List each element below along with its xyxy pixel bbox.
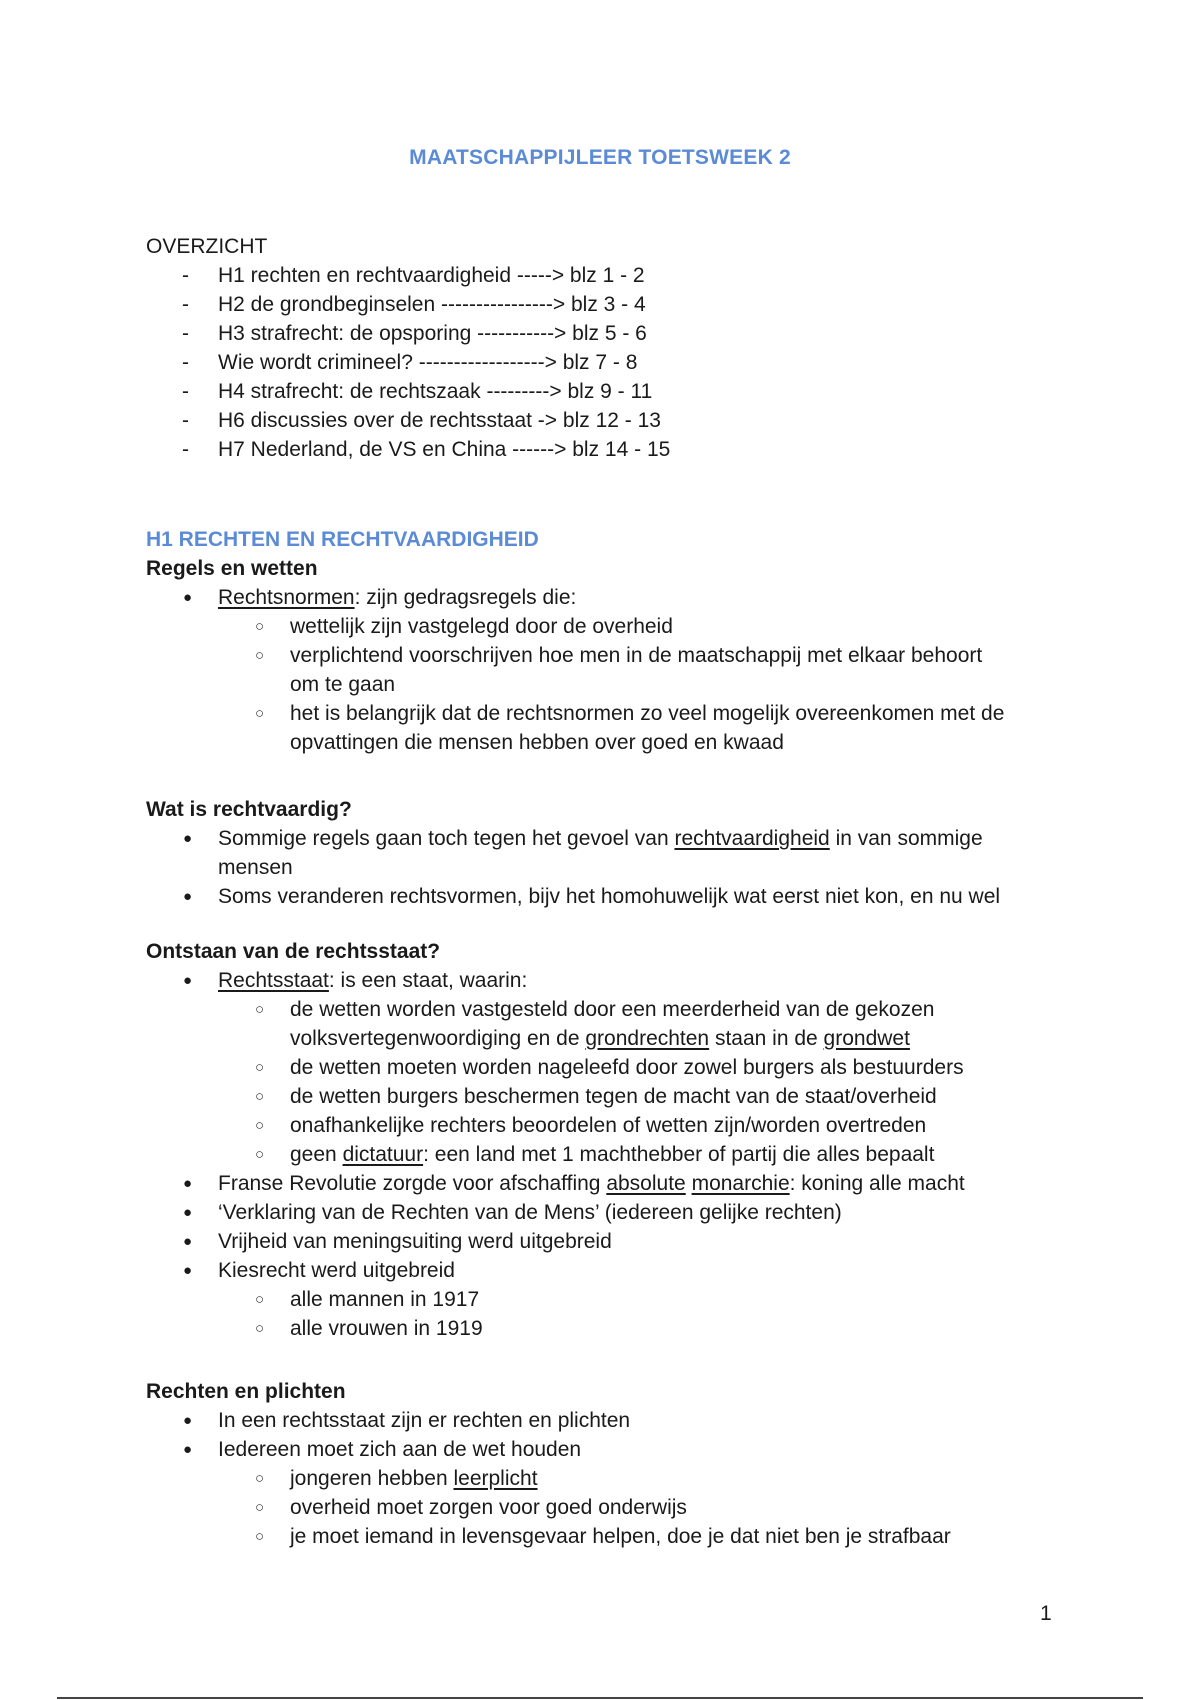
page-bottom-divider [57,1697,1143,1699]
bullet-item: ● Iedereen moet zich aan de wet houden [146,1435,1076,1464]
dash-marker: - [182,264,189,287]
overview-item: - H2 de grondbeginselen ----------------> blz 3 - 4 [146,290,1076,319]
sub-bullet-item: ○ onafhankelijke rechters beoordelen of wetten zijn/worden overtreden [146,1111,1076,1140]
document-title: MAATSCHAPPIJLEER TOETSWEEK 2 [409,146,791,169]
overview-item: - H6 discussies over de rechtsstaat -> blz 12 - 13 [146,406,1076,435]
term-grondrechten: grondrechten [585,1027,710,1050]
bullet-item: ● Franse Revolutie zorgde voor afschaffing absolute monarchie: koning alle macht [146,1169,1076,1198]
bullet-marker: ● [183,1262,193,1279]
bullet-item: ● Rechtsnormen: zijn gedragsregels die: [146,583,1076,612]
sub-bullet-item: ○ alle vrouwen in 1919 [146,1314,1076,1343]
sub-bullet-item: ○ alle mannen in 1917 [146,1285,1076,1314]
plichten-section [146,1377,1076,1551]
term-grondwet: grondwet [823,1027,910,1050]
bullet-item: ● In een rechtsstaat zijn er rechten en plichten [146,1406,1076,1435]
ontstaan-section [146,937,1076,1343]
term-rechtsstaat: Rechtsstaat [218,969,329,992]
bullet-marker: ● [183,1204,193,1221]
bullet-marker: ● [183,1233,193,1250]
circle-marker: ○ [255,1117,265,1134]
circle-marker: ○ [255,1528,265,1545]
bullet-marker: ● [183,1412,193,1429]
dash-marker: - [182,438,189,461]
dash-marker: - [182,380,189,403]
circle-marker: ○ [255,1059,265,1076]
term-leerplicht: leerplicht [453,1467,538,1490]
sub-bullet-item: ○ het is belangrijk dat de rechtsnormen zo veel mogelijk overeenkomen met de [146,699,1076,728]
sub-bullet-item: ○ jongeren hebben leerplicht [146,1464,1076,1493]
bullet-marker: ● [183,888,193,905]
dash-marker: - [182,293,189,316]
overview-item: - H3 strafrecht: de opsporing -----------> blz 5 - 6 [146,319,1076,348]
overview-section [146,232,1076,464]
bullet-marker: ● [183,1441,193,1458]
term-dictatuur: dictatuur [342,1143,424,1166]
sub-bullet-item: ○ overheid moet zorgen voor goed onderwijs [146,1493,1076,1522]
bullet-marker: ● [183,830,193,847]
overview-heading: OVERZICHT [146,235,268,258]
bullet-item: ● Soms veranderen rechtsvormen, bijv het homohuwelijk wat eerst niet kon, en nu wel [146,882,1076,911]
bullet-marker: ● [183,972,193,989]
circle-marker: ○ [255,1320,265,1337]
sub-bullet-item: ○ wettelijk zijn vastgelegd door de overheid [146,612,1076,641]
sub-bullet-item: ○ verplichtend voorschrijven hoe men in de maatschappij met elkaar behoort [146,641,1076,670]
sub-bullet-item: ○ de wetten worden vastgesteld door een meerderheid van de gekozen [146,995,1076,1024]
circle-marker: ○ [255,647,265,664]
dash-marker: - [182,322,189,345]
term-monarchie: monarchie [691,1172,790,1195]
bullet-item: ● ‘Verklaring van de Rechten van de Mens’ (iedereen gelijke rechten) [146,1198,1076,1227]
circle-marker: ○ [255,1291,265,1308]
page-number: 1 [1040,1602,1052,1625]
circle-marker: ○ [255,618,265,635]
subheading-plichten: Rechten en plichten [146,1380,346,1403]
subheading-regels: Regels en wetten [146,557,318,580]
term-rechtvaardigheid: rechtvaardigheid [674,827,830,850]
term-absolute: absolute [606,1172,686,1195]
bullet-item: ● Vrijheid van meningsuiting werd uitgebreid [146,1227,1076,1256]
subheading-rechtvaardig: Wat is rechtvaardig? [146,798,352,821]
term-rechtsnormen: Rechtsnormen [218,586,355,609]
bullet-marker: ● [183,589,193,606]
h1-section [146,525,1076,757]
circle-marker: ○ [255,1470,265,1487]
circle-marker: ○ [255,1001,265,1018]
sub-bullet-continuation: om te gaan [290,673,396,696]
bullet-continuation: mensen [218,856,293,879]
subheading-ontstaan: Ontstaan van de rechtsstaat? [146,940,441,963]
circle-marker: ○ [255,1146,265,1163]
bullet-item: ● Rechtsstaat: is een staat, waarin: [146,966,1076,995]
sub-bullet-item: ○ je moet iemand in levensgevaar helpen, doe je dat niet ben je strafbaar [146,1522,1076,1551]
overview-item: - Wie wordt crimineel? ------------------> blz 7 - 8 [146,348,1076,377]
circle-marker: ○ [255,705,265,722]
sub-bullet-item: ○ de wetten moeten worden nageleefd door zowel burgers als bestuurders [146,1053,1076,1082]
overview-item: - H4 strafrecht: de rechtszaak ---------> blz 9 - 11 [146,377,1076,406]
circle-marker: ○ [255,1499,265,1516]
overview-item: - H1 rechten en rechtvaardigheid -----> blz 1 - 2 [146,261,1076,290]
sub-bullet-item: ○ geen dictatuur: een land met 1 machthebber of partij die alles bepaalt [146,1140,1076,1169]
section-title: H1 RECHTEN EN RECHTVAARDIGHEID [146,528,539,551]
bullet-item: ● Sommige regels gaan toch tegen het gevoel van rechtvaardigheid in van sommige [146,824,1076,853]
dash-marker: - [182,409,189,432]
bullet-marker: ● [183,1175,193,1192]
circle-marker: ○ [255,1088,265,1105]
sub-bullet-continuation: volksvertegenwoordiging en de grondrechten staan in de grondwet [290,1027,910,1050]
dash-marker: - [182,351,189,374]
sub-bullet-continuation: opvattingen die mensen hebben over goed en kwaad [290,731,784,754]
bullet-item: ● Kiesrecht werd uitgebreid [146,1256,1076,1285]
rechtvaardig-section [146,795,1076,911]
sub-bullet-item: ○ de wetten burgers beschermen tegen de macht van de staat/overheid [146,1082,1076,1111]
overview-item: - H7 Nederland, de VS en China ------> blz 14 - 15 [146,435,1076,464]
